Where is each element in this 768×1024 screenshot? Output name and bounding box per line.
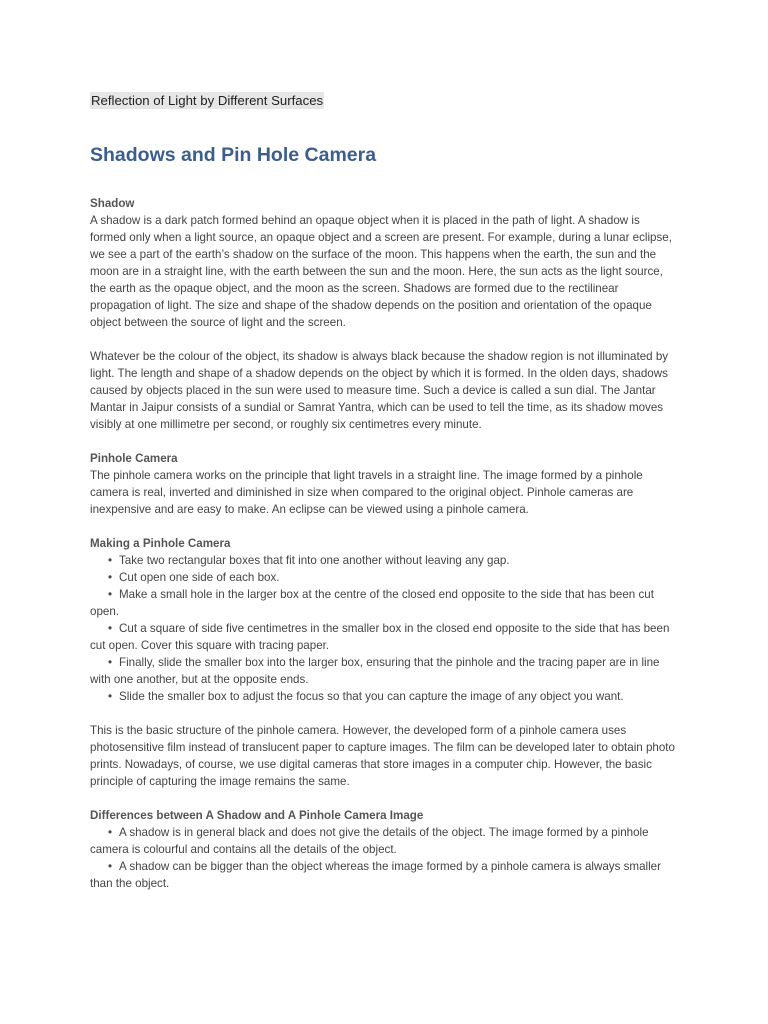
page-title: Shadows and Pin Hole Camera — [90, 144, 377, 166]
differences-list — [90, 824, 678, 892]
bullet-icon: • — [108, 826, 113, 839]
shadow-paragraph-1: A shadow is a dark patch formed behind an opaque object when it is placed in the path of light. A shadow is formed only when a light source, an opaque object and a screen are present. For example, during a lunar eclipse, we see a part of the earth’s shadow on the surface of the moon. This happens when the earth, the sun and the moon are in a straight line, with the earth between the sun and the moon. Here, the sun acts as the light source, the earth as the opaque object, and the moon as the screen. Shadows are formed due to the rectilinear propagation of light. The size and shape of the shadow depends on the position and orientation of the opaque object between the source of light and the screen. — [90, 214, 672, 329]
section-heading-shadow: Shadow — [90, 197, 135, 210]
list-item-text: Cut a square of side five centimetres in the smaller box in the closed end opposite to the side that has been cut open. Cover this square with tracing paper. — [90, 622, 670, 652]
section-heading-making-pinhole-camera: Making a Pinhole Camera — [90, 537, 231, 550]
section-making-pinhole-camera — [90, 535, 678, 790]
section-shadow — [90, 195, 678, 433]
list-item-text: A shadow is in general black and does not give the details of the object. The image formed by a pinhole camera is colourful and contains all the details of the object. — [90, 826, 649, 856]
list-item — [90, 654, 678, 688]
list-item-text: Finally, slide the smaller box into the larger box, ensuring that the pinhole and the tracing paper are in line with one another, but at the opposite ends. — [90, 656, 660, 686]
bullet-icon: • — [108, 622, 113, 635]
section-heading-pinhole-camera: Pinhole Camera — [90, 452, 178, 465]
list-item — [90, 586, 678, 620]
bullet-icon: • — [108, 656, 113, 669]
list-item-text: Slide the smaller box to adjust the focus so that you can capture the image of any object you want. — [119, 690, 624, 703]
making-summary-paragraph: This is the basic structure of the pinhole camera. However, the developed form of a pinhole camera uses photosensitive film instead of translucent paper to capture images. The film can be developed later to obtain photo prints. Nowadays, of course, we use digital cameras that store images in a computer chip. However, the basic principle of capturing the image remains the same. — [90, 724, 675, 788]
bullet-icon: • — [108, 588, 113, 601]
list-item-text: Cut open one side of each box. — [119, 571, 280, 584]
list-item — [90, 569, 678, 586]
list-item-text: Make a small hole in the larger box at the centre of the closed end opposite to the side that has been cut open. — [90, 588, 654, 618]
list-item — [90, 688, 678, 705]
pinhole-paragraph: The pinhole camera works on the principle that light travels in a straight line. The image formed by a pinhole camera is real, inverted and diminished in size when compared to the original object. Pinhole cameras are inexpensive and are easy to make. An eclipse can be viewed using a pinhole camera. — [90, 469, 643, 516]
list-item — [90, 620, 678, 654]
section-differences — [90, 807, 678, 892]
list-item — [90, 552, 678, 569]
section-pinhole-camera — [90, 450, 678, 518]
bullet-icon: • — [108, 571, 113, 584]
making-steps-list — [90, 552, 678, 705]
shadow-paragraph-2: Whatever be the colour of the object, its shadow is always black because the shadow region is not illuminated by light. The length and shape of a shadow depends on the object by which it is formed. In the olden days, shadows caused by objects placed in the sun were used to measure time. Such a device is called a sun dial. The Jantar Mantar in Jaipur consists of a sundial or Samrat Yantra, which can be used to tell the time, as its shadow moves visibly at one millimetre per second, or roughly six centimetres every minute. — [90, 350, 669, 431]
list-item-text: Take two rectangular boxes that fit into one another without leaving any gap. — [119, 554, 510, 567]
list-item-text: A shadow can be bigger than the object whereas the image formed by a pinhole camera is always smaller than the object. — [90, 860, 661, 890]
bullet-icon: • — [108, 554, 113, 567]
bullet-icon: • — [108, 690, 113, 703]
breadcrumb-link[interactable]: Reflection of Light by Different Surfaces — [91, 93, 324, 108]
section-heading-differences: Differences between A Shadow and A Pinhole Camera Image — [90, 809, 424, 822]
list-item — [90, 858, 678, 892]
bullet-icon: • — [108, 860, 113, 873]
list-item — [90, 824, 678, 858]
breadcrumb-row — [90, 92, 678, 110]
